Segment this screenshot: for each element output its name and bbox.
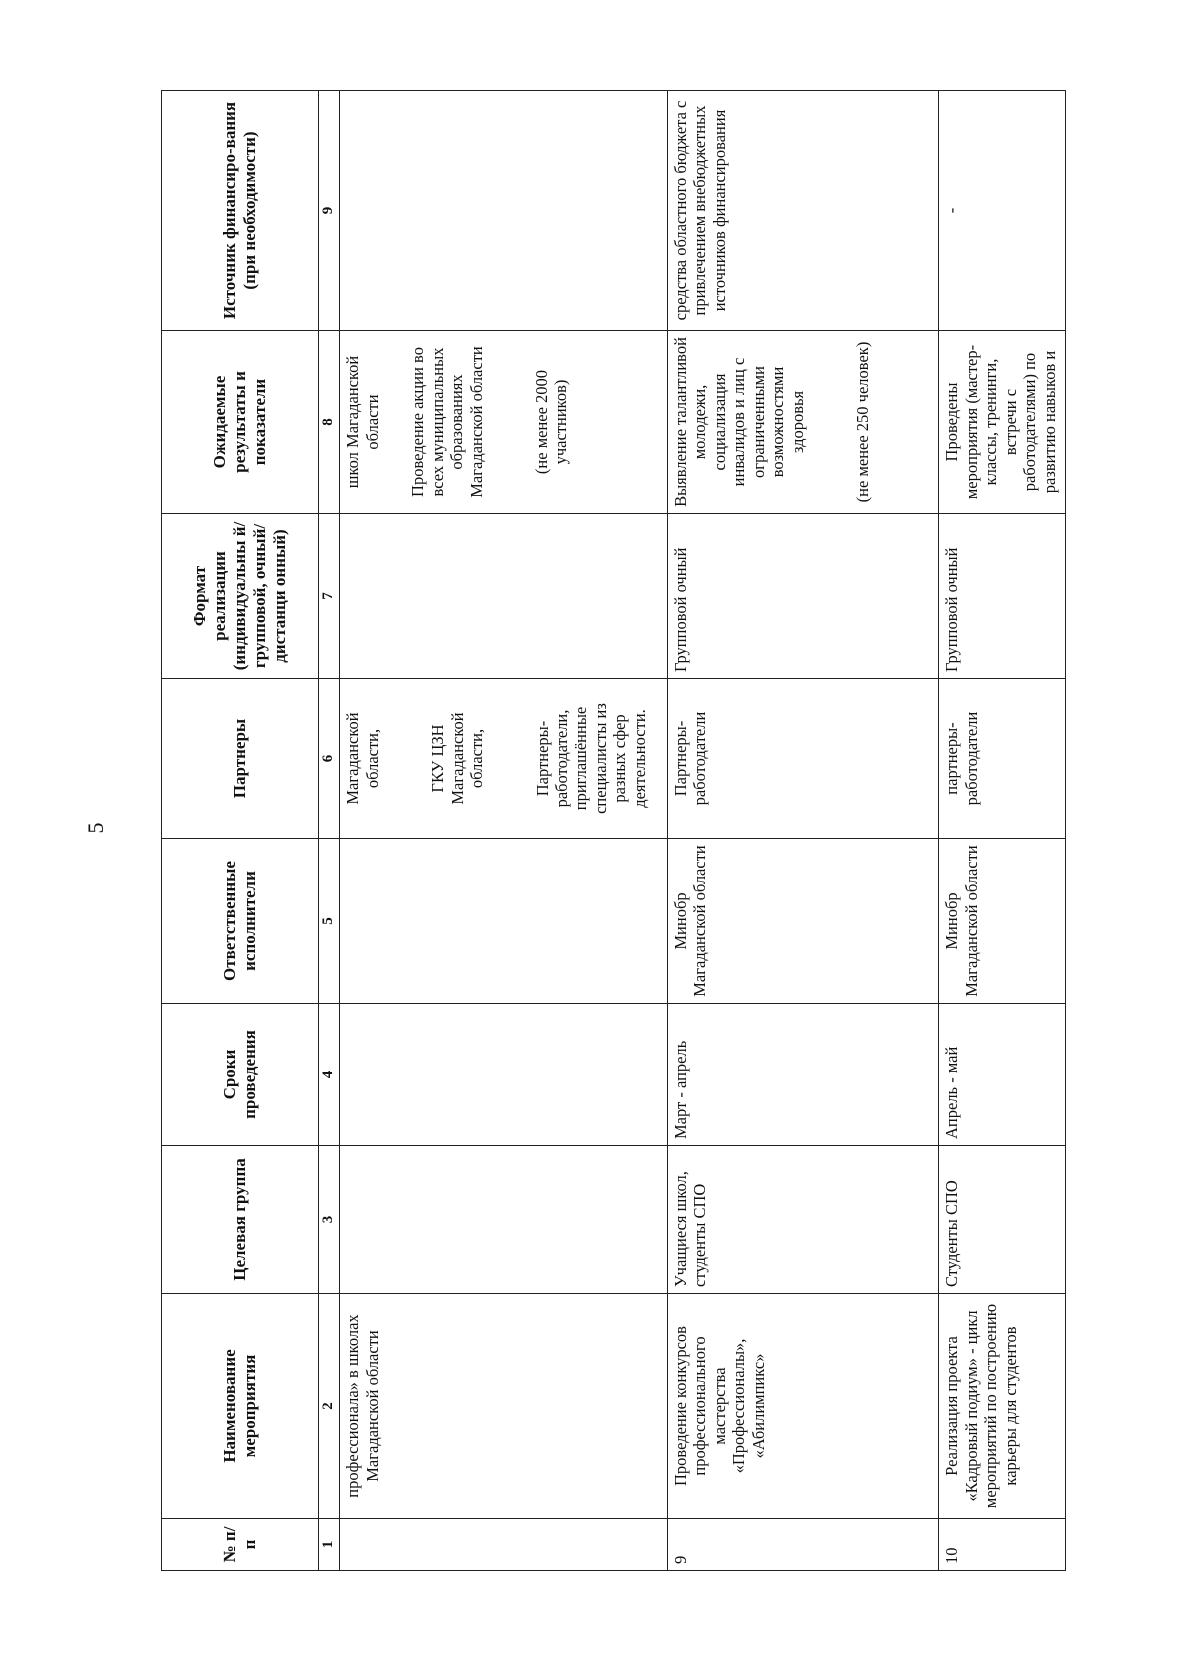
implementation-format: Групповой очный: [667, 514, 938, 679]
partners-line: Партнеры-работодатели, приглашённые специалисты из разных сфер деятельности.: [532, 703, 649, 814]
results-line: Проведение акции во всех муниципальных образованиях Магаданской области: [408, 346, 486, 498]
column-number: 7: [319, 514, 340, 679]
event-name: Проведение конкурсов профессионального мастерства «Профессионалы», «Абилимпикс»: [667, 1294, 938, 1519]
results-line: Проведены мероприятия (мастер-классы, тренинги, встречи с работодателями) по развитию навыков и: [942, 344, 1059, 500]
implementation-format: [340, 514, 668, 679]
column-number: 6: [319, 679, 340, 839]
header-cell-target: Целевая группа: [162, 1146, 319, 1294]
partners-line: Партнеры-работодатели: [670, 711, 710, 806]
expected-results: [667, 331, 938, 514]
column-number: 9: [319, 91, 340, 331]
partners: [939, 679, 1066, 839]
responsible-executors: Минобр Магаданской области: [667, 839, 938, 1004]
events-table: [161, 90, 1066, 1571]
partners-line: Магаданской области,: [343, 712, 382, 805]
partners: [667, 679, 938, 839]
partners-line: партнеры-работодатели: [942, 711, 981, 806]
event-name: профессионала» в школах Магаданской области: [340, 1294, 668, 1519]
funding-source: -: [939, 91, 1066, 331]
column-number: 4: [319, 1004, 340, 1146]
column-number: 1: [319, 1519, 340, 1571]
implementation-format: Групповой очный: [939, 514, 1066, 679]
header-cell-funding: Источник финансиро-вания (при необходимости): [162, 91, 319, 331]
responsible-executors: [340, 839, 668, 1004]
table-row: [340, 91, 668, 1571]
header-cell-responsible: Ответственные исполнители: [162, 839, 319, 1004]
column-number: 3: [319, 1146, 340, 1294]
results-line: школ Магаданской области: [343, 355, 382, 489]
column-number: 5: [319, 839, 340, 1004]
header-cell-number: № п/п: [162, 1519, 319, 1571]
target-group: Студенты СПО: [939, 1146, 1066, 1294]
results-line: (не менее 250 человек): [853, 341, 873, 503]
target-group: Учащиеся школ, студенты СПО: [667, 1146, 938, 1294]
partners-line: ГКУ ЦЗН Магаданской области,: [428, 712, 487, 805]
event-dates: Апрель - май: [939, 1004, 1066, 1146]
column-number: 8: [319, 331, 340, 514]
row-number: 10: [939, 1519, 1066, 1571]
header-cell-dates: Сроки проведения: [162, 1004, 319, 1146]
header-row: [162, 91, 319, 1571]
header-cell-results: Ожидаемые результаты и показатели: [162, 331, 319, 514]
row-number: [340, 1519, 668, 1571]
responsible-executors: Минобр Магаданской области: [939, 839, 1066, 1004]
expected-results: [939, 331, 1066, 514]
partners: [340, 679, 668, 839]
header-cell-format: Формат реализации (индивидуальны й/групповой, очный/дистанци онный): [162, 514, 319, 679]
event-dates: [340, 1004, 668, 1146]
event-dates: Март - апрель: [667, 1004, 938, 1146]
funding-source: [340, 91, 668, 331]
event-name: Реализация проекта «Кадровый подиум» - цикл мероприятий по построению карьеры для студентов: [939, 1294, 1066, 1519]
table-row: [939, 91, 1066, 1571]
column-number: 2: [319, 1294, 340, 1519]
page-number: 5: [83, 822, 108, 834]
header-cell-name: Наименование мероприятия: [162, 1294, 319, 1519]
target-group: [340, 1146, 668, 1294]
row-number: 9: [667, 1519, 938, 1571]
expected-results: [340, 331, 668, 514]
results-line: Выявление талантливой молодежи, социализация инвалидов и лиц с ограниченными возможностями здоровья: [670, 337, 807, 507]
column-number-row: [319, 91, 340, 1571]
funding-source: средства областного бюджета с привлечением внебюджетных источников финансирования: [667, 91, 938, 331]
header-cell-partners: Партнеры: [162, 679, 319, 839]
results-line: (не менее 2000 участников): [531, 369, 571, 475]
rotated-table-sheet: [161, 91, 1066, 1571]
table-row: [667, 91, 938, 1571]
